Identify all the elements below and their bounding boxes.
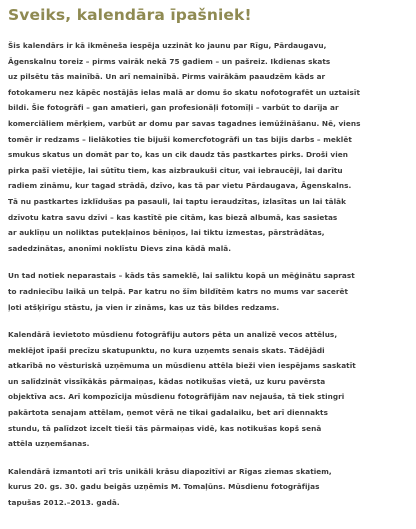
paragraph-author — [8, 327, 408, 452]
text-line: objektīva acs. Arī kompozīcija mūsdienu fotogrāfijām nav nejauša, tā tiek stingri — [8, 392, 345, 402]
text-line: sadedzinātas, anonīmi noklīstu Dievs zina kādā malā. — [8, 243, 232, 253]
paragraph-spacer — [8, 315, 408, 327]
document-page — [8, 6, 408, 511]
text-line: pakārtota senajam attēlam, ņemot vērā ne tikai gadalaiku, bet arī diennakts — [8, 408, 328, 418]
text-line: radiem zināmu, kur tagad strādā, dzīvo, kas tā par vietu Pārdaugava, Āgenskalns. — [8, 181, 352, 191]
text-line: Āgenskalnu toreiz – pirms vairāk nekā 75 gadiem – un pašreiz. Ikdienas skats — [8, 56, 331, 66]
text-line: kurus 20. gs. 30. gadu beigās uzņēmis M. Tomaļūns. Mūsdienu fotogrāfijas — [8, 482, 320, 492]
paragraph-credits — [8, 464, 408, 511]
text-line: meklējot īpaši precīzu skatupunktu, no kura uzņemts senais skats. Tādējādi — [8, 345, 325, 355]
text-line: attēla uzņemšanas. — [8, 439, 90, 449]
text-line: atkarībā no vēsturiskā uzņēmuma un mūsdienu attēla bieži vien iespējams saskatīt — [8, 361, 356, 371]
text-line: smukus skatus un domāt par to, kas un cik daudz tās pastkartes pirks. Droši vien — [8, 150, 348, 160]
paragraph-search — [8, 268, 408, 315]
text-line: uz pilsētu tās mainībā. Un arī nemainībā. Pirms vairākām paaudzēm kāds ar — [8, 72, 326, 82]
paragraph-spacer — [8, 256, 408, 268]
text-line: un salīdzināt vissīkākās pārmaiņas, kādas notikušas vietā, uz kuru pavērsta — [8, 376, 326, 386]
text-line: to radniecību laikā un telpā. Par katru no šīm bildītēm katrs no mums var sacerēt — [8, 286, 349, 296]
text-line: Tā nu pastkartes izklīdušas pa pasauli, lai taptu ieraudzītas, izlasītas un lai tālāk — [8, 196, 347, 206]
text-line: dzīvotu katra savu dzīvi – kas kastītē pie citām, kas biezā albumā, kas sasietas — [8, 212, 338, 222]
text-line: tomēr ir redzams – lielākoties tie bijuši komercfotogrāfi un tas bijis darbs – meklēt — [8, 134, 352, 144]
text-line: ar auklīņu un noliktas putekļainos bēniņos, lai tiktu izmestas, pārstrādātas, — [8, 228, 325, 238]
text-line: fotokameru nez kāpēc nostājās ielas malā ar domu šo skatu nofotografēt un uztaisīt — [8, 87, 361, 97]
text-line: komerciāliem mērķiem, varbūt ar domu par savas tagadnes iemūžināšanu. Nē, viens — [8, 118, 361, 128]
text-line: Kalendārā izmantoti arī trīs unikāli krāsu diapozitīvi ar Rīgas ziemas skatiem, — [8, 466, 332, 476]
text-line: stundu, tā palīdzot izcelt tieši tās pārmaiņas vidē, kas notikušas kopš senā — [8, 423, 322, 433]
text-line: pirka pašī vietējie, lai sūtītu tiem, kas aizbraukuši citur, vai iebraucēji, lai darītu — [8, 165, 343, 175]
paragraph-spacer — [8, 452, 408, 464]
page-title: Sveiks, kalendāra īpašniek! — [8, 6, 252, 24]
text-line: ļoti atšķirīgu stāstu, ja vien ir zināms, kas uz tās bildes redzams. — [8, 302, 280, 312]
text-line: tapušas 2012.–2013. gadā. — [8, 498, 120, 508]
text-line: Kalendārā ievietoto mūsdienu fotogrāfiju autors pēta un analizē vecos attēlus, — [8, 330, 338, 340]
paragraph-intro — [8, 38, 408, 256]
text-line: bildi. Šie fotogrāfi – gan amatieri, gan profesionāļi fotomīļi – varbūt to darīja ar — [8, 103, 339, 113]
text-line: Un tad notiek neparastais – kāds tās sameklē, lai saliktu kopā un mēģinātu saprast — [8, 271, 355, 281]
text-line: Šis kalendārs ir kā ikmēneša iespēja uzzināt ko jaunu par Rīgu, Pārdaugavu, — [8, 41, 327, 50]
